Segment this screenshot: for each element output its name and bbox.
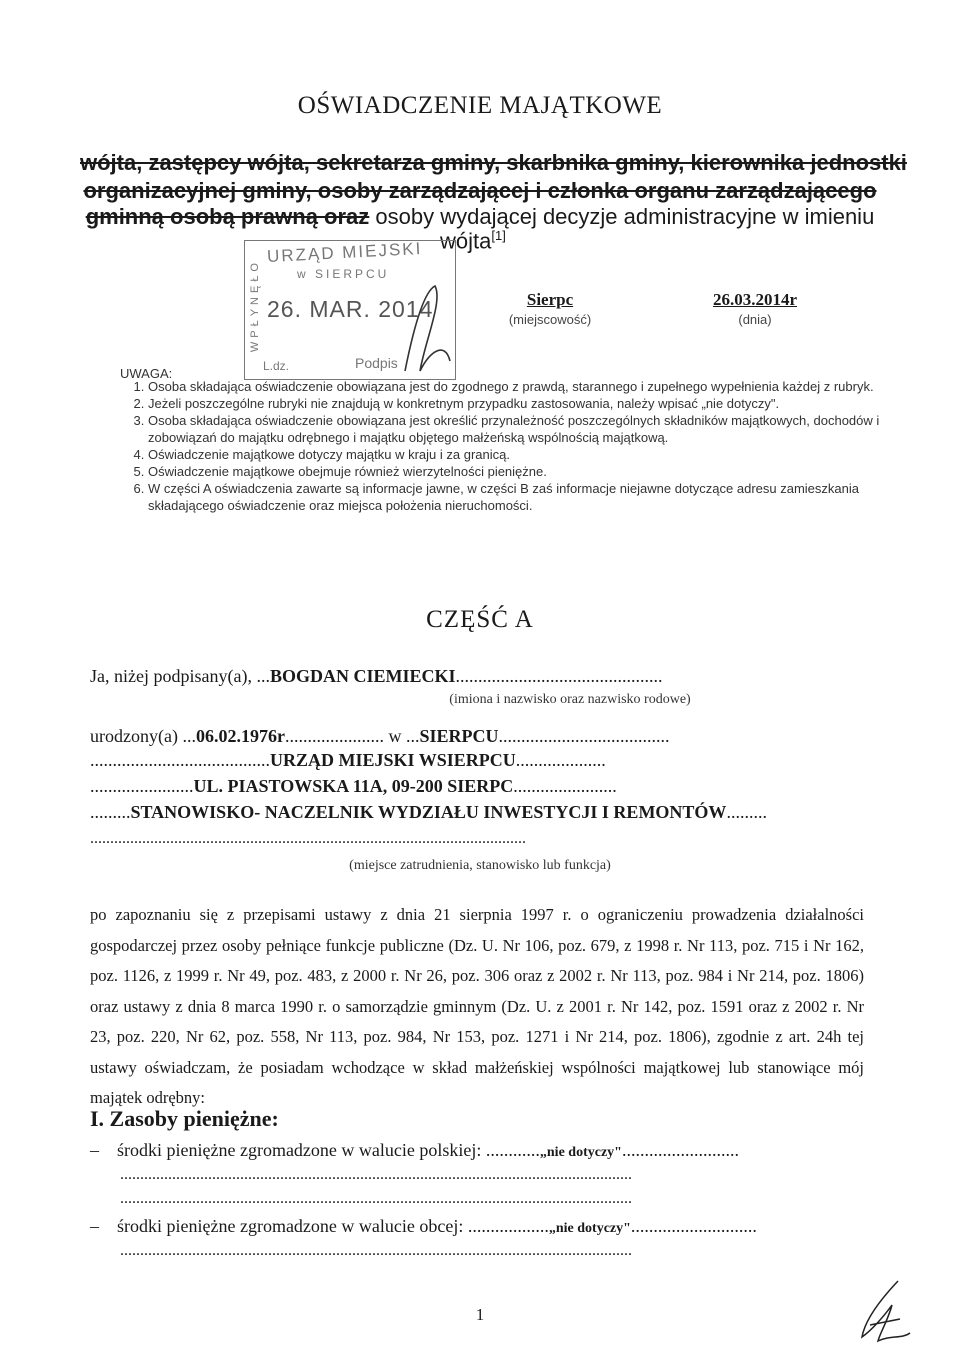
dots: ............................ [630, 1216, 757, 1236]
polish-currency-line [90, 1140, 739, 1161]
note-item: 1. Osoba składająca oświadczenie obowiązana jest do zgodnego z prawdą, starannego i zupełnego wypełnienia każdej z rubryk. [148, 378, 888, 395]
notes-list [120, 378, 888, 514]
signature-mark [395, 281, 455, 381]
initials-signature [850, 1275, 920, 1350]
dots: .................... [515, 750, 606, 770]
dash: – [90, 1140, 99, 1160]
page-number: 1 [475, 1305, 485, 1324]
dots: ....................... [90, 776, 194, 796]
note-item: 3. Osoba składająca oświadczenie obowiązana jest określić przynależność poszczególnych składników majątkowych, dochodów i zobowiązań do majątku odrębnego i majątku objętego małżeńską wspólnością majątkową. [148, 412, 888, 446]
note-item: 6. W części A oświadczenia zawarte są informacje jawne, w części B zaś informacje niejawne dotyczące adresu zamieszkania składającego oświadczenie oraz miejsca położenia nieruchomości. [148, 480, 888, 514]
name-value: BOGDAN CIEMIECKI [269, 666, 456, 686]
date-caption: (dnia) [738, 312, 772, 327]
note-item: 5. Oświadczenie majątkowe obejmuje również wierzytelności pieniężne. [148, 463, 888, 480]
stamp-date: 26. MAR. 2014 [267, 296, 434, 322]
header-line-2 [80, 178, 880, 204]
employer-line [90, 750, 606, 771]
born-place: SIERPCU [419, 726, 499, 746]
footnote-ref: [1] [491, 228, 506, 243]
blank-line: ............................................................................................................. [90, 830, 526, 847]
receipt-stamp [244, 240, 456, 380]
place-caption: (miejscowość) [508, 312, 592, 327]
item-value: „nie dotyczy" [539, 1145, 622, 1160]
position-value: STANOWISKO- NACZELNIK WYDZIAŁU INWESTYCJI I REMONTÓW [130, 802, 727, 822]
address-value: UL. PIASTOWSKA 11A, 09-200 SIERPC [193, 776, 514, 796]
stamp-podpis: Podpis [355, 355, 398, 371]
section-heading: I. Zasoby pieniężne: [90, 1106, 279, 1131]
header-line-3 [80, 204, 880, 230]
name-prefix: Ja, niżej podpisany(a), ... [90, 666, 270, 686]
birth-line [90, 726, 669, 747]
note-item: 4. Oświadczenie majątkowe dotyczy majątku w kraju i za granicą. [148, 446, 888, 463]
dots: .......................... [621, 1140, 739, 1160]
employer-value: URZĄD MIEJSKI WSIERPCU [270, 750, 516, 770]
header-wojta: wójta [440, 228, 492, 254]
statement-paragraph: po zapoznaniu się z przepisami ustawy z dnia 21 sierpnia 1997 r. o ograniczeniu prowadzenia działalności gospodarczej przez osoby pełniące funkcje publiczne (Dz. U. Nr 106, poz. 679, z 1998 r. Nr 113, poz. 715 i Nr 162, poz. 1126, z 1999 r. Nr 49, poz. 483, z 2000 r. Nr 26, poz. 306 oraz z 2002 r. Nr 113, poz. 984 i Nr 214, poz. 1806) oraz ustawy z dnia 8 marca 1990 r. o samorządzie gminnym (Dz. U. z 2001 r. Nr 142, poz. 1591 oraz z 2002 r. Nr 23, poz. 220, Nr 62, poz. 558, Nr 113, poz. 984, Nr 153, poz. 1271 i Nr 214, poz. 1806), zgodnie z art. 24h tej ustawy oświadczam, że posiadam wchodzące w skład małżeńskiej wspólności majątkowej lub stanowiące mój majątek odrębny: [90, 905, 864, 1107]
header-struck-text: wójta, zastępcy wójta, sekretarza gminy, skarbnika gminy, kierownika jednostki [80, 150, 907, 175]
address-line [90, 776, 617, 797]
stamp-ldz: L.dz. [263, 359, 290, 373]
date-value: 26.03.2014r [712, 290, 798, 309]
place-value: Sierpc [526, 290, 574, 309]
dots: .............................................. [455, 666, 663, 686]
foreign-currency-line [90, 1216, 757, 1237]
born-date: 06.02.1976r [195, 726, 285, 746]
header-text: osoby wydającej decyzje administracyjne w imieniu [369, 204, 875, 229]
stamp-city: w SIERPCU [297, 267, 390, 281]
position-line [90, 802, 767, 823]
dot-line: ................................................................................................................................ [120, 1166, 632, 1183]
document-title: OŚWIADCZENIE MAJĄTKOWE [297, 92, 663, 119]
note-item: 2. Jeżeli poszczególne rubryki nie znajdują w konkretnym przypadku zastosowania, należy wpisać „nie dotyczy". [148, 395, 888, 412]
item-label: środki pieniężne zgromadzone w walucie obcej: .................. [117, 1216, 549, 1236]
dash: – [90, 1216, 99, 1236]
dot-line: ................................................................................................................................ [120, 1190, 632, 1207]
stamp-received: WPŁYNĘŁO [249, 259, 261, 353]
born-prefix: urodzony(a) ... [90, 726, 196, 746]
dot-line: ................................................................................................................................ [120, 1242, 632, 1259]
dots: ......... [90, 802, 131, 822]
born-mid: ...................... w ... [284, 726, 420, 746]
notes-label: UWAGA: [120, 366, 173, 381]
header-line-1 [80, 150, 907, 176]
dots: ......... [726, 802, 767, 822]
name-caption: (imiona i nazwisko oraz nazwisko rodowe) [449, 692, 691, 707]
part-a-heading: CZĘŚĆ A [426, 606, 534, 633]
stamp-office: URZĄD MIEJSKI [266, 238, 423, 267]
dots: ....................... [513, 776, 617, 796]
header-struck-text: organizacyjnej gminy, osoby zarządzającej i członka organu zarządzającego [83, 178, 877, 203]
name-line [90, 666, 662, 687]
work-caption: (miejsce zatrudnienia, stanowisko lub funkcja) [349, 858, 611, 873]
item-label: środki pieniężne zgromadzone w walucie polskiej: ............ [117, 1140, 540, 1160]
item-value: „nie dotyczy" [548, 1221, 631, 1236]
header-struck-text: gminną osobą prawną oraz [85, 204, 370, 229]
dots: ...................................... [498, 726, 670, 746]
dots: ........................................ [90, 750, 270, 770]
